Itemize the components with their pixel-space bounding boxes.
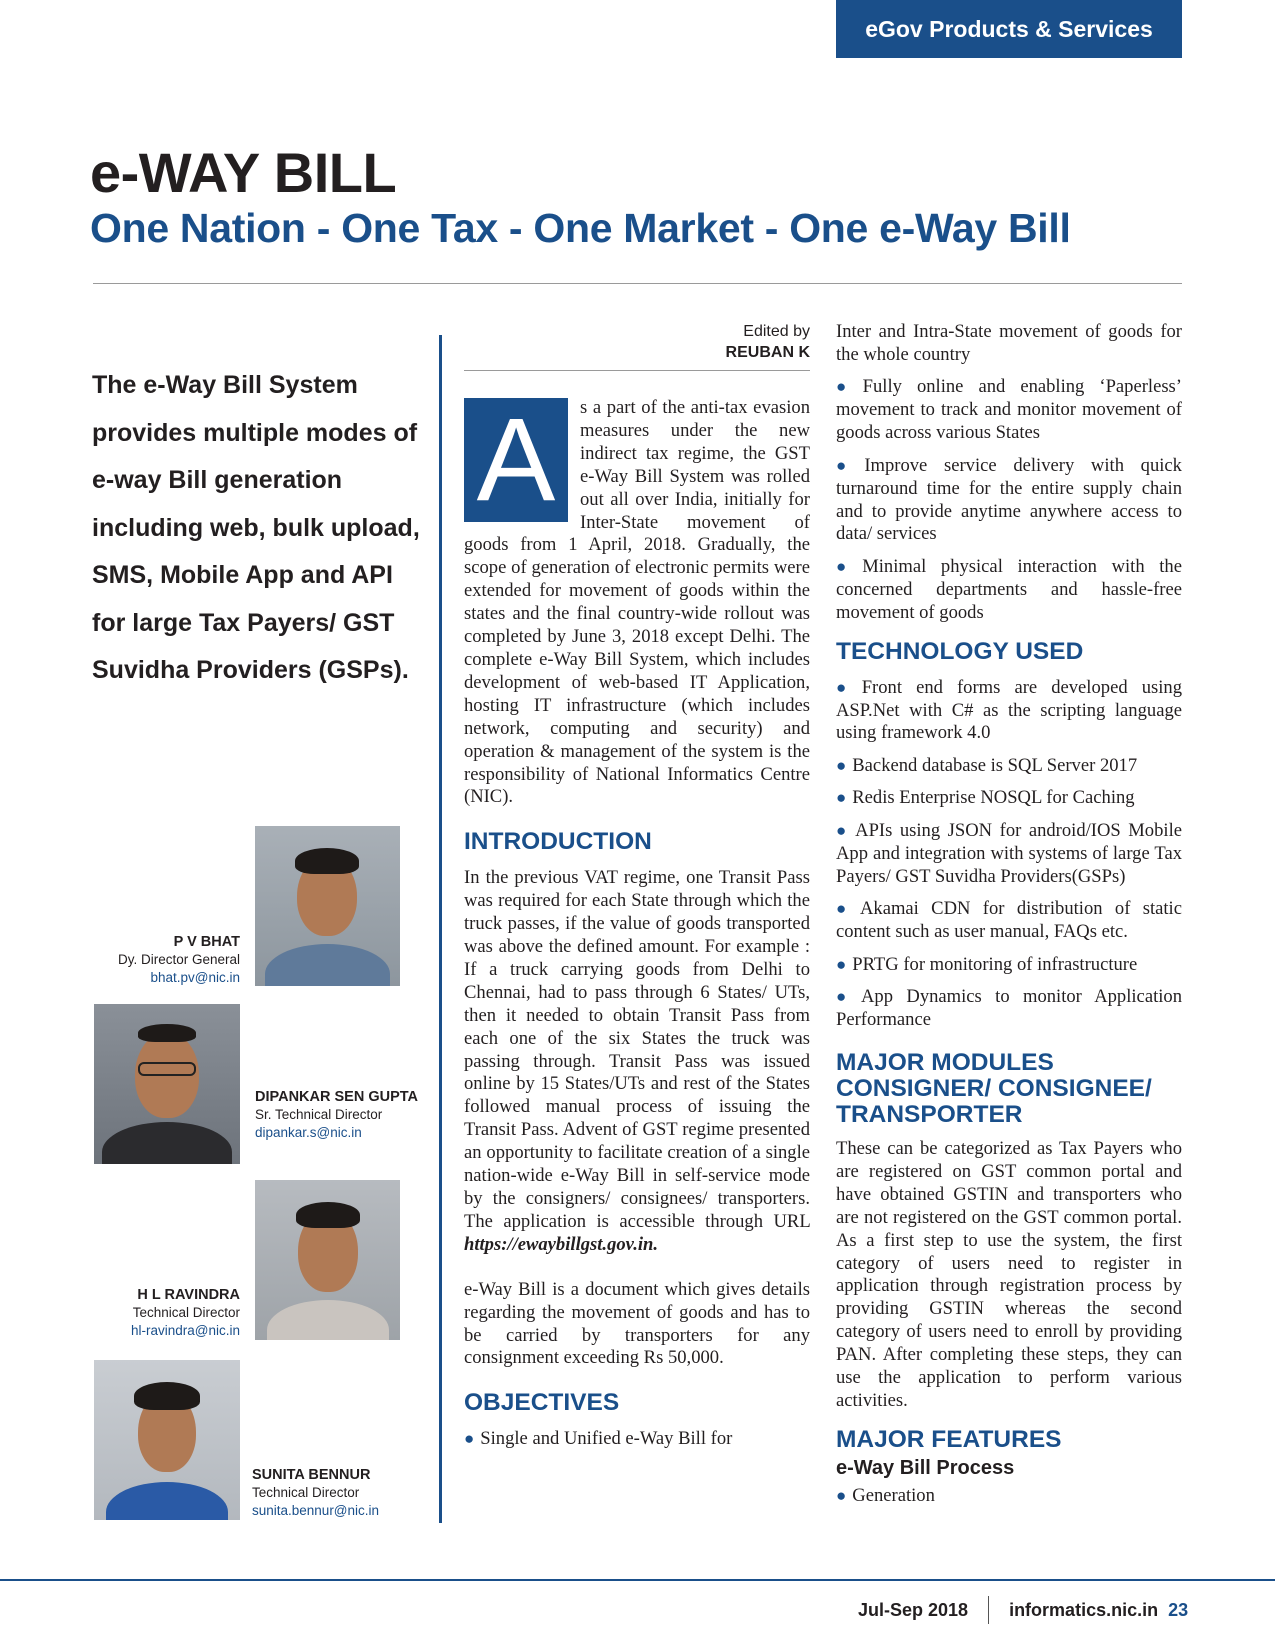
author-bhat	[95, 933, 240, 987]
list-item: ● Backend database is SQL Server 2017	[836, 754, 1138, 776]
title-divider	[93, 283, 1182, 284]
bullet-icon: ●	[836, 1485, 847, 1505]
introduction-paragraph: In the previous VAT regime, one Transit Pass was required for each State through which the truck passes, if the value of goods transported was above the defined amount. For example : If a truck carrying goods from Delhi to Chennai, had to pass through 6 States/ UTs, then it needed to obtain Transit Pass from each one of the six States the truck was passing through. Transit Pass was issued online by 15 States/UTs and rest of the States followed manual process of issuing the Transit Pass. Advent of GST regime presented an opportunity to facilitate creation of a single nation-wide e-Way Bill in self-service mode by the consigners/ consignees/ transporters. The application is accessible through URL https://ewaybillgst.gov.in.	[464, 867, 810, 1255]
objective-continuation: Inter and Intra-State movement of goods for the whole country	[836, 321, 1182, 365]
objectives-list	[464, 1428, 810, 1451]
author-ravindra	[95, 1286, 240, 1340]
eway-bill-definition: e-Way Bill is a document which gives details regarding the movement of goods and has to be carried by transporters for any consignment exceeding Rs 50,000.	[464, 1278, 810, 1369]
editor-label: Edited by	[743, 323, 810, 340]
bullet-icon: ●	[836, 820, 850, 840]
author-email[interactable]: hl-ravindra@nic.in	[131, 1323, 240, 1338]
list-item: ● Minimal physical interaction with the concerned departments and hassle-free movement of goods	[836, 555, 1182, 623]
section-heading-modules: MAJOR MODULES CONSIGNER/ CONSIGNEE/ TRANSPORTER	[836, 1049, 1152, 1128]
editor-credit	[464, 321, 810, 363]
list-item: ● PRTG for monitoring of infrastructure	[836, 953, 1138, 975]
author-email[interactable]: sunita.bennur@nic.in	[252, 1503, 380, 1518]
list-item: ● Fully online and enabling ‘Paperless’ movement to track and monitor movement of goods across various States	[836, 376, 1182, 444]
bullet-icon: ●	[836, 987, 855, 1007]
author-photo-sunita	[94, 1360, 240, 1520]
subsection-heading-process: e-Way Bill Process	[836, 1456, 1015, 1479]
author-name: DIPANKAR SEN GUPTA	[255, 1089, 418, 1105]
technology-list	[836, 677, 1182, 1032]
author-role: Technical Director	[252, 1485, 360, 1500]
bullet-icon: ●	[836, 377, 857, 397]
drop-cap: A	[464, 398, 568, 522]
list-item: ● Akamai CDN for distribution of static content such as user manual, FAQs etc.	[836, 898, 1182, 943]
section-heading-features: MAJOR FEATURES	[836, 1425, 1062, 1453]
author-email[interactable]: bhat.pv@nic.in	[150, 970, 240, 985]
author-role: Sr. Technical Director	[255, 1107, 383, 1122]
author-photo-bhat	[255, 826, 400, 986]
author-photo-dipankar	[94, 1004, 240, 1164]
page-number: 23	[1168, 1599, 1189, 1620]
issue-date: Jul-Sep 2018	[858, 1599, 969, 1620]
page-footer	[858, 1597, 1188, 1623]
section-tag: eGov Products & Services	[836, 0, 1182, 58]
bullet-icon: ●	[836, 677, 856, 697]
bullet-icon: ●	[836, 954, 847, 974]
website-url[interactable]: https://ewaybillgst.gov.in.	[464, 1233, 659, 1255]
page-subtitle: One Nation - One Tax - One Market - One e-Way Bill	[90, 205, 1071, 251]
list-item: ● Improve service delivery with quick turnaround time for the entire supply chain and to provide anytime anywhere access to data/ services	[836, 454, 1182, 545]
editor-name: REUBAN K	[725, 344, 810, 361]
bullet-icon: ●	[836, 556, 857, 576]
bullet-icon: ●	[836, 455, 859, 475]
section-heading-introduction: INTRODUCTION	[464, 828, 652, 856]
editor-divider	[464, 370, 810, 371]
column-divider	[439, 335, 442, 1523]
author-role: Dy. Director General	[117, 952, 240, 967]
intro-paragraph: A s a part of the anti-tax evasion measures under the new indirect tax regime, the GST e-Way Bill System was rolled out all over India, initially for Inter-State movement of goods from 1 April, 2018. Gradually, the scope of generation of electronic permits were extended for movement of goods within the states and the final country-wide rollout was completed by June 3, 2018 except Delhi. The complete e-Way Bill System, which includes development of web-based IT Application, hosting IT infrastructure (which includes network, computing and security) and operation & management of the system is the responsibility of National Informatics Centre (NIC).	[464, 394, 810, 808]
list-item: ● App Dynamics to monitor Application Performance	[836, 986, 1182, 1031]
author-name: SUNITA BENNUR	[252, 1467, 371, 1483]
author-dipankar	[255, 1088, 425, 1142]
bullet-icon: ●	[836, 899, 854, 919]
author-photo-ravindra	[255, 1180, 400, 1340]
features-list	[836, 1485, 1182, 1508]
modules-paragraph: These can be categorized as Tax Payers who are registered on GST common portal and have obtained GSTIN and transporters who are not registered on the GST common portal. As a first step to use the system, the first category of users need to register in application through registration process by providing GSTIN whereas the second category of users need to enroll by providing PAN. After completing these steps, they can use the application to perform various activities.	[836, 1138, 1182, 1411]
section-heading-technology: TECHNOLOGY USED	[836, 637, 1084, 665]
footer-divider	[0, 1579, 1275, 1581]
list-item: ● Redis Enterprise NOSQL for Caching	[836, 787, 1135, 809]
article-column-middle	[464, 394, 810, 1461]
article-column-right	[836, 321, 1182, 1517]
author-email[interactable]: dipankar.s@nic.in	[255, 1125, 362, 1140]
bullet-icon: ●	[836, 788, 847, 808]
author-name: P V BHAT	[173, 934, 240, 950]
bullet-icon: ●	[836, 755, 847, 775]
author-name: H L RAVINDRA	[137, 1287, 240, 1303]
objectives-list-continued	[836, 376, 1182, 624]
list-item: ● Single and Unified e-Way Bill for	[464, 1428, 733, 1450]
section-heading-objectives: OBJECTIVES	[464, 1389, 620, 1417]
pull-quote: The e-Way Bill System provides multiple modes of e-way Bill generation including web, bulk upload, SMS, Mobile App and API for large Tax Payers/ GST Suvidha Providers (GSPs).	[92, 371, 420, 684]
footer-separator	[988, 1596, 989, 1624]
author-role: Technical Director	[132, 1305, 240, 1320]
list-item: ● APIs using JSON for android/IOS Mobile App and integration with systems of large Tax Payers/ GST Suvidha Providers(GSPs)	[836, 819, 1182, 887]
author-sunita	[252, 1466, 432, 1520]
site-url[interactable]: informatics.nic.in	[1009, 1599, 1159, 1620]
bullet-icon: ●	[464, 1429, 475, 1449]
list-item: ● Generation	[836, 1484, 935, 1506]
list-item: ● Front end forms are developed using ASP.Net with C# as the scripting language using framework 4.0	[836, 676, 1182, 744]
page-title: e-WAY BILL	[90, 141, 397, 204]
